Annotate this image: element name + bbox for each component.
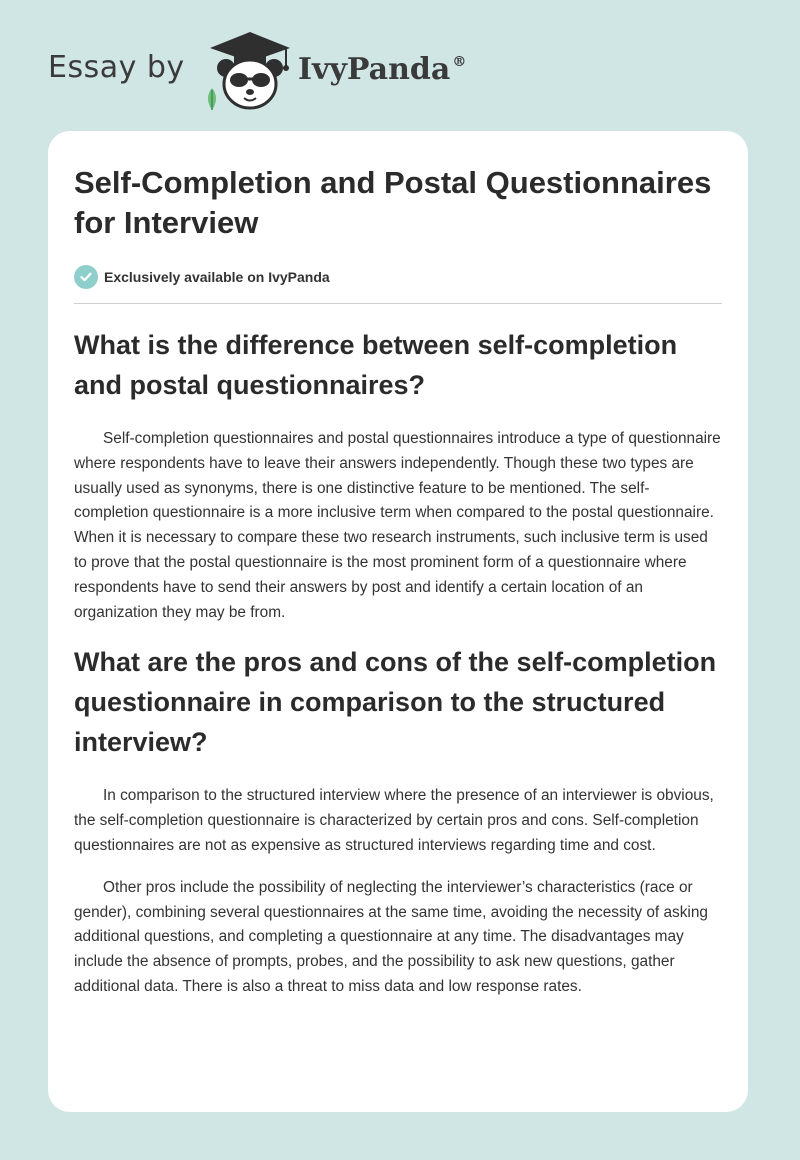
divider (74, 303, 722, 304)
paragraph: Other pros include the possibility of neglecting the interviewer’s characteristics (race or gender), combining several questionnaires at the same time, avoiding the necessity of asking additional questions, and completing a questionnaire at any time. The disadvantages may include the absence of prompts, probes, and the possibility to ask new questions, gather additional data. There is also a threat to miss data and low response rates. (74, 878, 708, 995)
panda-logo-icon[interactable] (200, 28, 296, 112)
section-heading: What is the difference between self-completion and postal questionnaires? (74, 330, 678, 400)
essay-by-label: Essay by (48, 50, 185, 85)
page-title: Self-Completion and Postal Questionnaires for Interview (74, 165, 712, 240)
paragraph: Self-completion questionnaires and postal questionnaires introduce a type of questionnaire where respondents have to leave their answers independently. Though these two types are usually used as synonyms, there is one distinctive feature to be mentioned. The self-completion questionnaire is a more inclusive term when compared to the postal questionnaire. When it is necessary to compare these two research instruments, such inclusive term is used to prove that the postal questionnaire is the most prominent form of a questionnaire where respondents have to send their answers by post and identify a certain location of an organization they may be from. (74, 430, 721, 621)
article-body (74, 325, 722, 1017)
paragraph: In comparison to the structured interview where the presence of an interviewer is obvious, the self-completion questionnaire is characterized by certain pros and cons. Self-completion questionnaires are not as expensive as structured interviews regarding time and cost. (74, 787, 714, 854)
site-header (48, 28, 568, 118)
check-icon (74, 265, 98, 289)
article-card (48, 131, 748, 1112)
brand-name[interactable]: IvyPanda ® (298, 52, 467, 87)
badge-label: Exclusively available on IvyPanda (104, 269, 330, 285)
section-heading: What are the pros and cons of the self-completion questionnaire in comparison to the structured interview? (74, 647, 717, 758)
exclusive-badge (74, 264, 330, 290)
